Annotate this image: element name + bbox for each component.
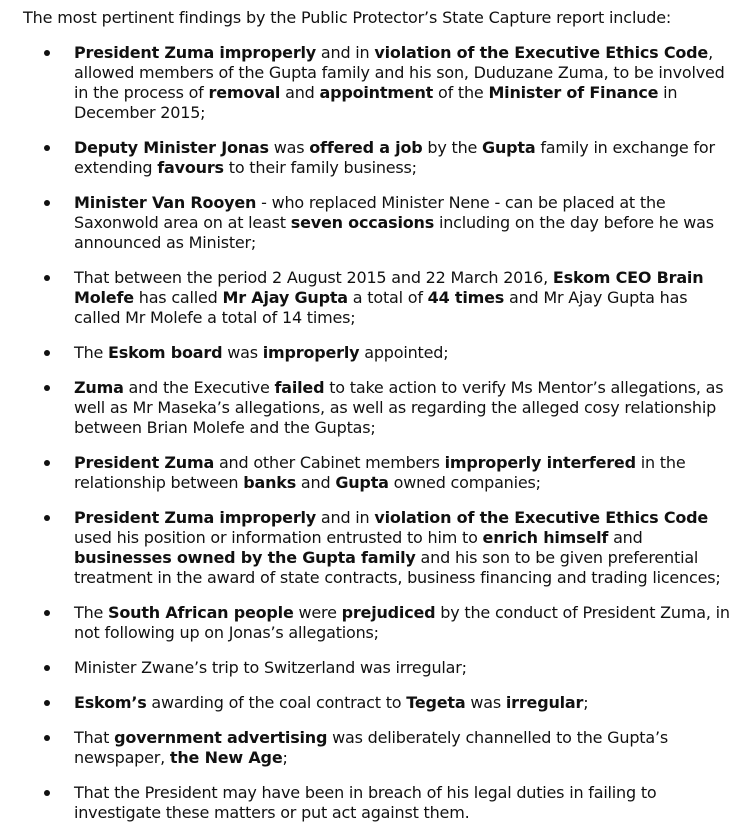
bold-text: Tegeta [406, 693, 466, 712]
bold-text: Minister Van Rooyen [74, 193, 257, 212]
finding-item [23, 728, 735, 768]
bold-text: 44 times [427, 288, 505, 307]
bold-text: government advertising [114, 728, 328, 747]
bullet-icon [44, 735, 50, 741]
bold-text: the New Age [169, 748, 283, 767]
finding-text: of the [433, 83, 489, 102]
bold-text: Eskom board [108, 343, 223, 362]
bold-text: irregular [505, 693, 584, 712]
finding-text: by the conduct of President Zuma, in not following up on Jonas’s allegations; [74, 603, 730, 642]
finding-item [23, 378, 735, 438]
bold-text: President Zuma [74, 453, 215, 472]
finding-item [23, 693, 735, 713]
finding-text: awarding of the coal contract to [146, 693, 407, 712]
finding-item [23, 508, 735, 588]
finding-text: in December 2015; [74, 83, 678, 122]
finding-text: to take action to verify Ms Mentor’s allegations, as well as Mr Maseka’s allegations, as well as regarding the alleged cosy relationship between Brian Molefe and the Guptas; [74, 378, 724, 437]
finding-text: That the President may have been in breach of his legal duties in failing to investigate these matters or put act against them. [74, 783, 657, 822]
bullet-icon [44, 515, 50, 521]
bold-text: removal [208, 83, 281, 102]
finding-text: has called [133, 288, 223, 307]
bold-text: favours [157, 158, 224, 177]
bold-text: Minister of Finance [488, 83, 659, 102]
bullet-icon [44, 275, 50, 281]
finding-text: ; [583, 693, 589, 712]
finding-text: - who replaced Minister Nene - can be placed at the Saxonwold area on at least [74, 193, 666, 232]
finding-text: and in [316, 508, 375, 527]
finding-text: ; [282, 748, 288, 767]
bullet-icon [44, 145, 50, 151]
bold-text: violation of the Executive Ethics Code [374, 43, 709, 62]
finding-item [23, 193, 735, 253]
bold-text: enrich himself [482, 528, 609, 547]
bold-text: President Zuma improperly [74, 508, 317, 527]
bullet-icon [44, 460, 50, 466]
bold-text: South African people [108, 603, 294, 622]
finding-text: owned companies; [388, 473, 541, 492]
bold-text: failed [274, 378, 325, 397]
bold-text: Gupta [335, 473, 389, 492]
finding-item [23, 43, 735, 123]
bold-text: improperly [262, 343, 360, 362]
finding-text: Minister Zwane’s trip to Switzerland was irregular; [74, 658, 467, 677]
finding-text: used his position or information entrusted to him to [74, 528, 483, 547]
finding-text: were [293, 603, 342, 622]
bold-text: prejudiced [341, 603, 436, 622]
finding-item [23, 453, 735, 493]
intro-text: The most pertinent findings by the Public Protector’s State Capture report include: [23, 8, 672, 27]
finding-item [23, 658, 735, 678]
finding-text: to their family business; [223, 158, 417, 177]
finding-text: The [74, 343, 109, 362]
findings-list [23, 43, 735, 823]
finding-text: That between the period 2 August 2015 and 22 March 2016, [74, 268, 553, 287]
bullet-icon [44, 665, 50, 671]
bold-text: Mr Ajay Gupta [222, 288, 348, 307]
bullet-icon [44, 200, 50, 206]
bold-text: Zuma [74, 378, 124, 397]
bold-text: improperly interfered [444, 453, 636, 472]
finding-text: was [465, 693, 506, 712]
bold-text: appointment [319, 83, 434, 102]
bold-text: businesses owned by the Gupta family [74, 548, 416, 567]
finding-text: and other Cabinet members [214, 453, 445, 472]
finding-text: The [74, 603, 109, 622]
finding-item [23, 783, 735, 823]
bold-text: offered a job [309, 138, 423, 157]
bold-text: banks [243, 473, 297, 492]
bold-text: seven occasions [290, 213, 435, 232]
finding-text: and in [316, 43, 375, 62]
bullet-icon [44, 700, 50, 706]
finding-text: and his son to be given preferential treatment in the award of state contracts, business financing and trading licences; [74, 548, 721, 587]
bold-text: Eskom CEO Brain Molefe [74, 268, 704, 307]
bullet-icon [44, 385, 50, 391]
bullet-icon [44, 790, 50, 796]
finding-text: , allowed members of the Gupta family and his son, Duduzane Zuma, to be involved in the process of [74, 43, 725, 102]
finding-text: and [296, 473, 336, 492]
finding-item [23, 343, 735, 363]
bold-text: violation of the Executive Ethics Code [374, 508, 709, 527]
bullet-icon [44, 350, 50, 356]
finding-text: was [268, 138, 310, 157]
finding-text: by the [422, 138, 483, 157]
finding-item [23, 268, 735, 328]
finding-text: and [608, 528, 643, 547]
finding-item [23, 138, 735, 178]
finding-text: That [74, 728, 115, 747]
finding-text: and [280, 83, 320, 102]
finding-text: was [222, 343, 263, 362]
bold-text: Gupta [482, 138, 536, 157]
bold-text: President Zuma improperly [74, 43, 317, 62]
finding-text: family in exchange for extending [74, 138, 715, 177]
finding-text: appointed; [359, 343, 449, 362]
bullet-icon [44, 610, 50, 616]
bold-text: Eskom’s [74, 693, 147, 712]
bold-text: Deputy Minister Jonas [74, 138, 269, 157]
finding-text: and the Executive [123, 378, 275, 397]
finding-text: including on the day before he was announced as Minister; [74, 213, 714, 252]
finding-item [23, 603, 735, 643]
finding-text: a total of [347, 288, 428, 307]
finding-text: was deliberately channelled to the Gupta’s newspaper, [74, 728, 668, 767]
finding-text: in the relationship between [74, 453, 686, 492]
finding-text: and Mr Ajay Gupta has called Mr Molefe a total of 14 times; [74, 288, 688, 327]
bullet-icon [44, 50, 50, 56]
